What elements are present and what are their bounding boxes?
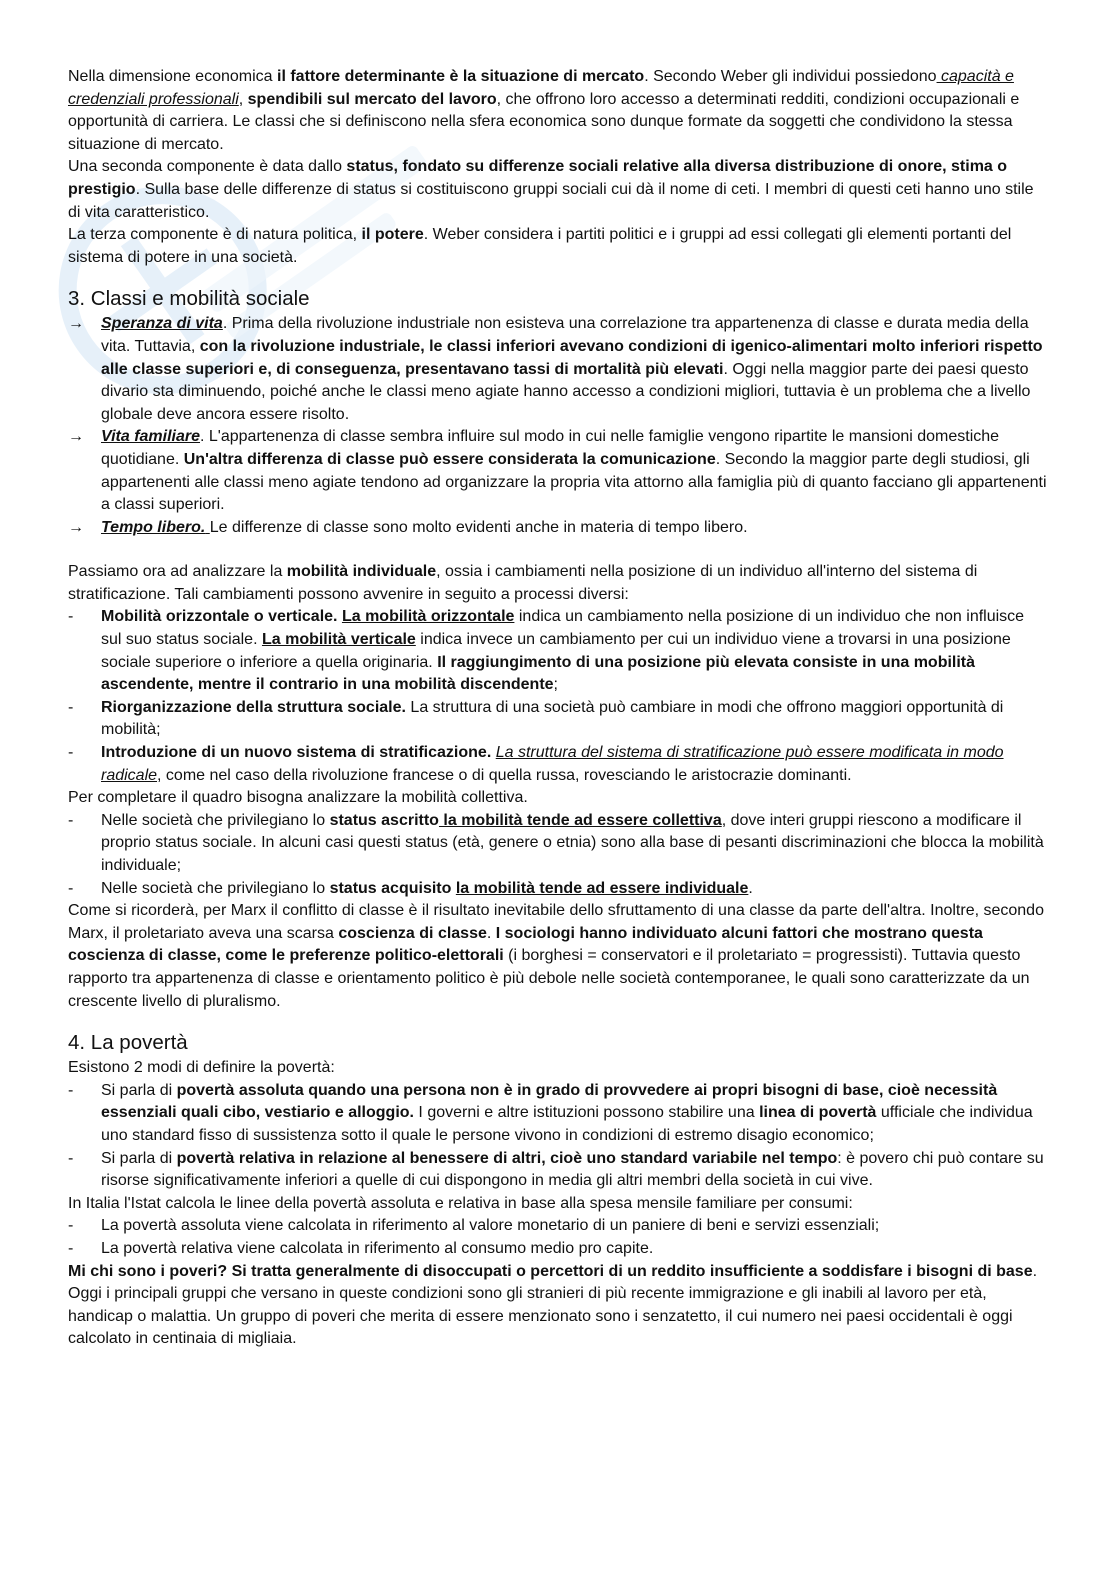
paragraph-mobilita-individuale: Passiamo ora ad analizzare la mobilità individuale, ossia i cambiamenti nella posizione di un individuo all'interno del sistema di stratificazione. Tali cambiamenti possono avvenire in seguito a processi diversi:: [68, 563, 978, 603]
list-item-mobilita-orizzontale-verticale: - Mobilità orizzontale o verticale. La mobilità orizzontale indica un cambiamento nella posizione di un individuo che non influisce sul suo status sociale. La mobilità verticale indica invece un cambiamento per cui un individuo viene a trovarsi in una posizione sociale superiore o inferiore a quella originaria. Il raggiungimento di una posizione più elevata consiste in una mobilità ascendente, mentre il contrario in una mobilità discendente;: [68, 606, 1048, 696]
list-item-istat-assoluta: - La povertà assoluta viene calcolata in riferimento al valore monetario di un paniere di beni e servizi essenziali;: [68, 1215, 1048, 1238]
list-item-riorganizzazione: - Riorganizzazione della struttura sociale. La struttura di una società può cambiare in modi che offrono maggiori opportunità di mobilità;: [68, 697, 1048, 742]
list-item-istat-relativa: - La povertà relativa viene calcolata in riferimento al consumo medio pro capite.: [68, 1238, 1048, 1261]
section-title-classi-mobilita: 3. Classi e mobilità sociale: [68, 287, 310, 311]
list-item-nuovo-sistema: - Introduzione di un nuovo sistema di stratificazione. La struttura del sistema di stratificazione può essere modificata in modo radicale, come nel caso della rivoluzione francese o di quella russa, rovesciando le aristocrazie dominanti.: [68, 742, 1048, 787]
paragraph-marx: Come si ricorderà, per Marx il conflitto di classe è il risultato inevitabile dello sfruttamento di una classe da parte dell'altra. Inoltre, secondo Marx, il proletariato aveva una scarsa coscienza di classe. I sociologi hanno individuato alcuni fattori che mostrano questa coscienza di classe, come le preferenze politico-elettorali (i borghesi = conservatori e il proletariato = progressisti). Tuttavia questo rapporto tra appartenenza di classe e orientamento politico è più debole nelle società contemporanee, le quali sono caratterizzate da un crescente livello di pluralismo.: [68, 902, 1044, 1010]
paragraph-poverta-intro: Esistono 2 modi di definire la povertà:: [68, 1059, 335, 1077]
dash-bullet: -: [68, 811, 74, 829]
dash-bullet: -: [68, 698, 74, 716]
arrow-bullet-icon: →: [68, 518, 84, 536]
list-item-poverta-assoluta: - Si parla di povertà assoluta quando una persona non è in grado di provvedere ai propri bisogni di base, cioè necessità essenziali quali cibo, vestiario e alloggio. I governi e altre istituzioni possono stabilire una linea di povertà ufficiale che individua uno standard fisso di sussistenza sotto il quale le persone vivono in condizioni di estremo disagio economico;: [68, 1080, 1048, 1148]
paragraph-economic-dimension: Nella dimensione economica il fattore determinante è la situazione di mercato. Secondo Weber gli individui possiedono capacità e credenziali professionali, spendibili sul mercato del lavoro, che offrono loro accesso a determinati redditi, condizioni occupazionali e opportunità di carriera. Le classi che si definiscono nella sfera economica sono dunque formate da soggetti che condividono la stessa situazione di mercato.: [68, 68, 1020, 153]
dash-bullet: -: [68, 744, 74, 762]
dash-bullet: -: [68, 879, 74, 897]
paragraph-power: La terza componente è di natura politica, il potere. Weber considera i partiti politici e i gruppi ad essi collegati gli elementi portanti del sistema di potere in una società.: [68, 226, 1012, 266]
paragraph-status: Una seconda componente è data dallo status, fondato su differenze sociali relative alla diversa distribuzione di onore, stima o prestigio. Sulla base delle differenze di status si costituiscono gruppi sociali cui dà il nome di ceti. I membri di questi ceti hanno uno stile di vita caratteristico.: [68, 158, 1034, 221]
list-item-tempo-libero: → Tempo libero. Le differenze di classe sono molto evidenti anche in materia di tempo libero.: [68, 517, 1048, 540]
document-page: [68, 66, 1048, 1351]
paragraph-mobilita-collettiva: Per completare il quadro bisogna analizzare la mobilità collettiva.: [68, 789, 528, 807]
dash-bullet: -: [68, 1081, 74, 1099]
section-title-poverta: 4. La povertà: [68, 1031, 188, 1055]
list-item-poverta-relativa: - Si parla di povertà relativa in relazione al benessere di altri, cioè uno standard variabile nel tempo: è povero chi può contare su risorse significativamente inferiori a quelle di cui dispongono in media gli altri membri della società in cui vive.: [68, 1148, 1048, 1193]
dash-bullet: -: [68, 1217, 74, 1235]
list-item-vita-familiare: → Vita familiare. L'appartenenza di classe sembra influire sul modo in cui nelle famiglie vengono ripartite le mansioni domestiche quotidiane. Un'altra differenza di classe può essere considerata la comunicazione. Secondo la maggior parte degli studiosi, gli appartenenti alle classi meno agiate tendono ad organizzare la propria vita attorno alla famiglia più di quanto facciano gli appartenenti a classi superiori.: [68, 426, 1048, 516]
arrow-bullet-icon: →: [68, 315, 84, 333]
arrow-bullet-icon: →: [68, 428, 84, 446]
dash-bullet: -: [68, 1149, 74, 1167]
dash-bullet: -: [68, 608, 74, 626]
list-item-status-acquisito: - Nelle società che privilegiano lo status acquisito la mobilità tende ad essere individuale.: [68, 878, 1048, 901]
paragraph-istat: In Italia l'Istat calcola le linee della povertà assoluta e relativa in base alla spesa mensile familiare per consumi:: [68, 1194, 853, 1212]
list-item-status-ascritto: - Nelle società che privilegiano lo status ascritto la mobilità tende ad essere collettiva, dove interi gruppi riescono a modificare il proprio status sociale. In alcuni casi questi status (età, genere o etnia) sono alla base di pesanti discriminazioni che blocca la mobilità individuale;: [68, 810, 1048, 878]
list-item-speranza-vita: → Speranza di vita. Prima della rivoluzione industriale non esisteva una correlazione tra appartenenza di classe e durata media della vita. Tuttavia, con la rivoluzione industriale, le classi inferiori avevano condizioni di igenico-alimentari molto inferiori rispetto alle classe superiori e, di conseguenza, presentavano tassi di mortalità più elevati. Oggi nella maggior parte dei paesi questo divario sta diminuendo, poiché anche le classi meno agiate hanno accesso a condizioni migliori, tuttavia è un problema che a livello globale deve ancora essere risolto.: [68, 313, 1048, 426]
paragraph-chi-sono-poveri: Mi chi sono i poveri? Si tratta generalmente di disoccupati o percettori di un reddito insufficiente a soddisfare i bisogni di base. Oggi i principali gruppi che versano in queste condizioni sono gli stranieri di più recente immigrazione e gli inabili al lavoro per età, handicap o malattia. Un gruppo di poveri che merita di essere menzionato sono i senzatetto, il cui numero nei paesi occidentali è oggi calcolato in centinaia di migliaia.: [68, 1262, 1038, 1348]
dash-bullet: -: [68, 1239, 74, 1257]
